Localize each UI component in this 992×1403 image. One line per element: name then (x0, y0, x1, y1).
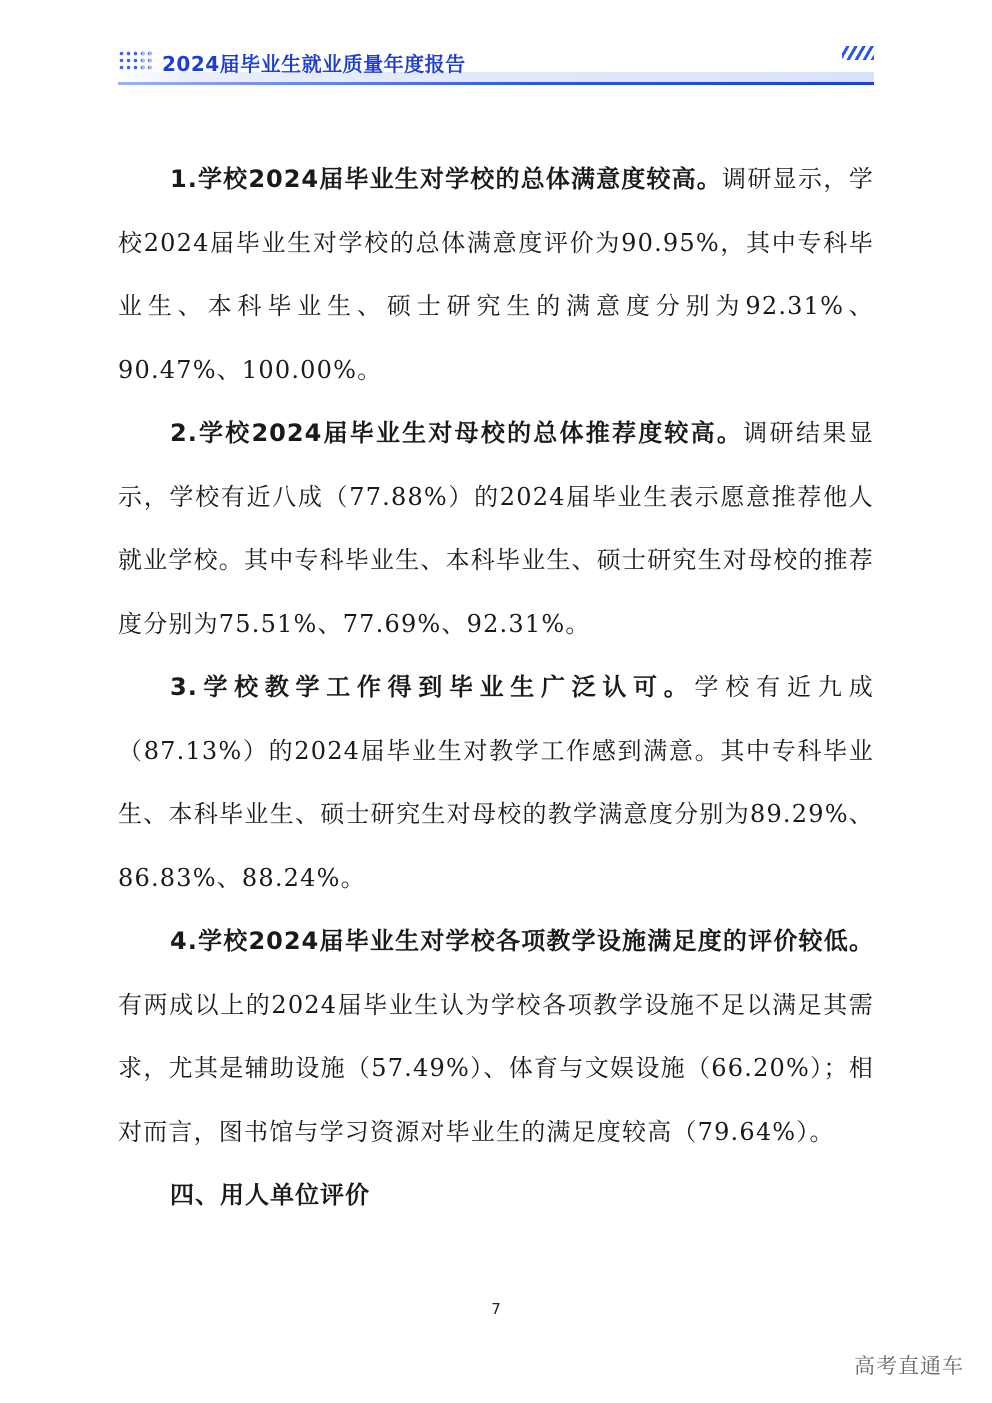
paragraph-1 (118, 148, 874, 402)
paragraph-4 (118, 910, 874, 1164)
paragraph-body: 调研显示，学校2024届毕业生对学校的总体满意度评价为90.95%，其中专科毕业生、本科毕业生、硕士研究生的满意度分别为92.31%、90.47%、100.00%。 (118, 165, 874, 384)
page-content (118, 148, 874, 1228)
paragraph-3 (118, 656, 874, 910)
paragraph-lead: 3.学校教学工作得到毕业生广泛认可。 (170, 673, 695, 701)
page-number: 7 (491, 1300, 501, 1318)
paragraph-body: 调研结果显示，学校有近八成（77.88%）的2024届毕业生表示愿意推荐他人就业学校。其中专科毕业生、本科毕业生、硕士研究生对母校的推荐度分别为75.51%、77.69%、92.31%。 (118, 419, 874, 638)
watermark: 高考直通车 (854, 1354, 964, 1378)
paragraph-lead: 1.学校2024届毕业生对学校的总体满意度较高。 (170, 165, 722, 193)
diagonal-stripes-icon (842, 46, 874, 60)
paragraph-lead: 2.学校2024届毕业生对母校的总体推荐度较高。 (170, 419, 744, 447)
report-title: 2024届毕业生就业质量年度报告 (162, 52, 466, 76)
paragraph-2 (118, 402, 874, 656)
header-rule (118, 82, 874, 85)
paragraph-lead: 4.学校2024届毕业生对学校各项教学设施满足度的评价较低。 (170, 927, 874, 955)
paragraph-body: 有两成以上的2024届毕业生认为学校各项教学设施不足以满足其需求，尤其是辅助设施（57.49%）、体育与文娱设施（66.20%）；相对而言，图书馆与学习资源对毕业生的满足度较高（79.64%）。 (118, 990, 874, 1146)
section-heading: 四、用人单位评价 (170, 1181, 370, 1209)
paragraph-body: 学校有近九成（87.13%）的2024届毕业生对教学工作感到满意。其中专科毕业生、本科毕业生、硕士研究生对母校的教学满意度分别为89.29%、86.83%、88.24%。 (118, 673, 874, 892)
page-header (118, 42, 874, 84)
